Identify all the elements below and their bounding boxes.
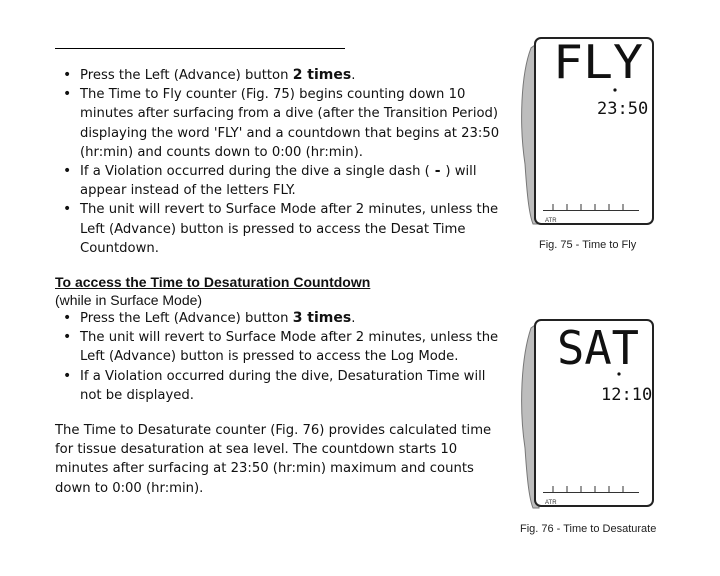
list-item: • If a Violation occurred during the dive a single dash ( - ) will appear instead of the letters FLY.	[55, 162, 505, 200]
lcd-main-text: SAT	[557, 321, 639, 375]
fig-75-caption: Fig. 75 - Time to Fly	[539, 239, 637, 251]
list-item: • The unit will revert to Surface Mode after 2 minutes, unless the Left (Advance) button is pressed to access the Desat Time Countdown.	[55, 200, 505, 258]
list-item: • Press the Left (Advance) button 3 times.	[55, 309, 505, 328]
list-item: • The Time to Fly counter (Fig. 75) begins counting down 10 minutes after surfacing from a dive (after the Transition Period) displaying the word 'FLY' and a countdown that begins at 23:50 (hr:min) and counts down to 0:00 (hr:min).	[55, 85, 505, 162]
fig-76-caption: Fig. 76 - Time to Desaturate	[520, 523, 657, 535]
tick-bar	[543, 492, 639, 493]
fly-steps-list	[55, 66, 505, 258]
list-item: • Press the Left (Advance) button 2 times.	[55, 66, 505, 85]
atr-label: ATR	[545, 218, 557, 224]
lcd-main-text: FLY	[553, 35, 643, 89]
lcd-time-text: 12:10	[601, 385, 653, 405]
tick-bar	[543, 210, 639, 211]
text-column	[55, 66, 505, 511]
list-item: • If a Violation occurred during the dive, Desaturation Time will not be displayed.	[55, 367, 505, 405]
fig-75-display	[515, 34, 665, 234]
list-item: • The unit will revert to Surface Mode after 2 minutes, unless the Left (Advance) button is pressed to access the Log Mode.	[55, 328, 505, 366]
lcd-time-text: 23:50	[597, 99, 649, 119]
fig-76-display	[515, 318, 665, 518]
desat-steps-list	[55, 309, 505, 405]
section-subheading: (while in Surface Mode)	[55, 292, 203, 309]
desat-paragraph: The Time to Desaturate counter (Fig. 76) provides calculated time for tissue desaturation at sea level. The countdown starts 10 minutes after surfacing at 23:50 (hr:min) maximum and counts down to 0:00 (hr:min).	[55, 423, 492, 496]
section-heading: To access the Time to Desaturation Countdown	[55, 274, 371, 291]
atr-label: ATR	[545, 500, 557, 506]
top-rule	[55, 48, 345, 49]
